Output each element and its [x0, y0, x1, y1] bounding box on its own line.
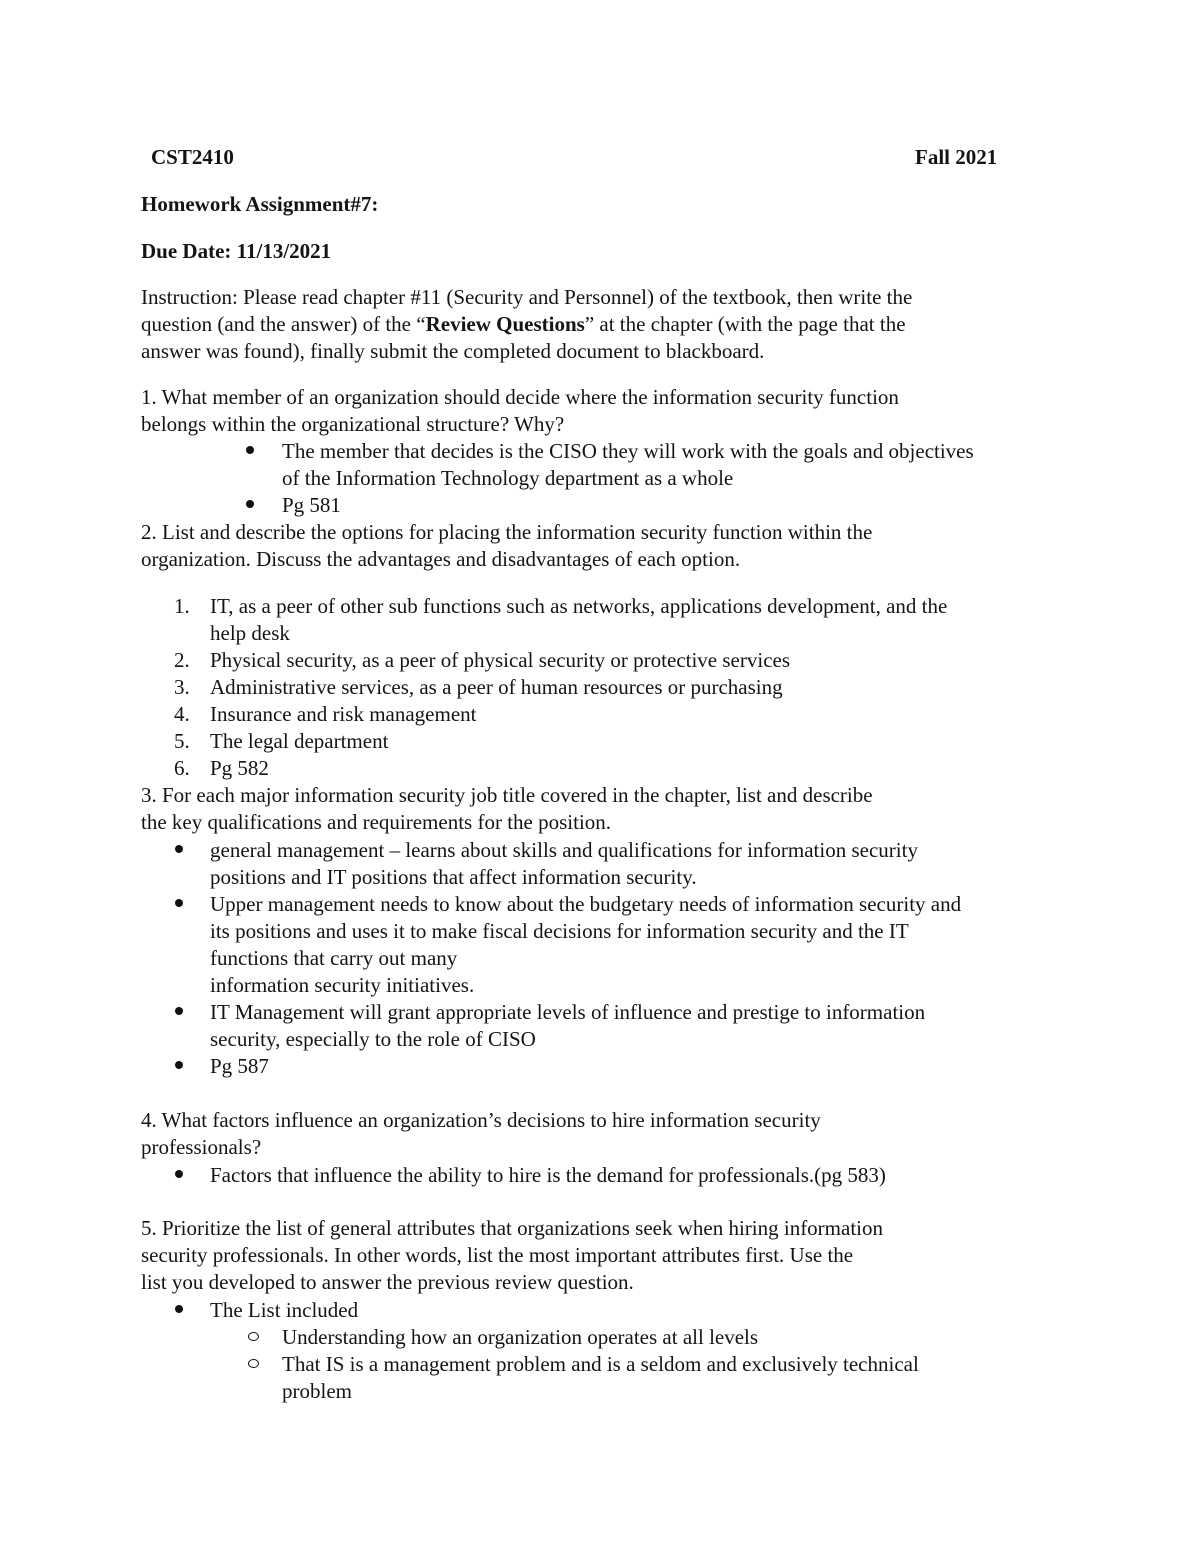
list-item: IT, as a peer of other sub functions such as networks, applications development, and the — [210, 594, 948, 618]
list-item: Pg 582 — [210, 756, 269, 780]
list-number: 4. — [174, 702, 190, 726]
question-3: 3. For each major information security job title covered in the chapter, list and describe — [141, 783, 873, 807]
answer-bullet: IT Management will grant appropriate levels of influence and prestige to information — [210, 1000, 926, 1024]
question-2: organization. Discuss the advantages and disadvantages of each option. — [141, 547, 741, 571]
answer-bullet: Pg 587 — [210, 1054, 269, 1078]
answer-bullet: of the Information Technology department as a whole — [282, 466, 734, 490]
bullet-icon — [175, 845, 183, 853]
answer-bullet: its positions and uses it to make fiscal decisions for information security and the IT — [210, 919, 909, 943]
list-number: 3. — [174, 675, 190, 699]
question-1: belongs within the organizational structure? Why? — [141, 412, 565, 436]
bullet-icon — [246, 446, 254, 454]
answer-bullet: general management – learns about skills and qualifications for information security — [210, 838, 918, 862]
sub-bullet: Understanding how an organization operates at all levels — [282, 1325, 759, 1349]
answer-bullet: The List included — [210, 1298, 359, 1322]
instruction-line: question (and the answer) of the “Review Questions” at the chapter (with the page that the — [141, 312, 906, 336]
question-5: 5. Prioritize the list of general attributes that organizations seek when hiring information — [141, 1216, 884, 1240]
review-questions-emphasis: Review Questions — [425, 312, 585, 336]
bullet-icon — [175, 1170, 183, 1178]
answer-bullet: security, especially to the role of CISO — [210, 1027, 536, 1051]
list-number: 6. — [174, 756, 190, 780]
question-2: 2. List and describe the options for placing the information security function within the — [141, 520, 873, 544]
list-item: Administrative services, as a peer of human resources or purchasing — [210, 675, 783, 699]
assignment-title: Homework Assignment#7: — [141, 192, 379, 216]
answer-bullet: Pg 581 — [282, 493, 341, 517]
question-5: list you developed to answer the previous review question. — [141, 1270, 634, 1294]
list-item: help desk — [210, 621, 290, 645]
list-item: Insurance and risk management — [210, 702, 477, 726]
due-date: Due Date: 11/13/2021 — [141, 239, 332, 263]
sub-bullet: That IS is a management problem and is a seldom and exclusively technical — [282, 1352, 919, 1376]
question-1: 1. What member of an organization should decide where the information security function — [141, 385, 899, 409]
list-number: 2. — [174, 648, 190, 672]
answer-bullet: Upper management needs to know about the budgetary needs of information security and — [210, 892, 962, 916]
instruction-line: answer was found), finally submit the completed document to blackboard. — [141, 339, 765, 363]
term: Fall 2021 — [915, 145, 998, 169]
list-item: The legal department — [210, 729, 389, 753]
answer-bullet: The member that decides is the CISO they will work with the goals and objectives — [282, 439, 974, 463]
answer-bullet: positions and IT positions that affect information security. — [210, 865, 697, 889]
bullet-icon — [175, 1007, 183, 1015]
list-item: Physical security, as a peer of physical security or protective services — [210, 648, 791, 672]
question-4: professionals? — [141, 1135, 262, 1159]
bullet-icon — [175, 1061, 183, 1069]
list-number: 5. — [174, 729, 190, 753]
instruction-line: Instruction: Please read chapter #11 (Security and Personnel) of the textbook, then write the — [141, 285, 913, 309]
answer-bullet: Factors that influence the ability to hire is the demand for professionals.(pg 583) — [210, 1163, 886, 1187]
question-5: security professionals. In other words, list the most important attributes first. Use the — [141, 1243, 854, 1267]
question-4: 4. What factors influence an organization’s decisions to hire information security — [141, 1108, 821, 1132]
sub-bullet: problem — [282, 1379, 352, 1403]
answer-bullet: functions that carry out many — [210, 946, 458, 970]
course-code: CST2410 — [151, 145, 234, 169]
bullet-icon — [175, 899, 183, 907]
list-number: 1. — [174, 594, 190, 618]
sub-bullet-icon — [248, 1332, 259, 1341]
bullet-icon — [175, 1305, 183, 1313]
answer-bullet: information security initiatives. — [210, 973, 475, 997]
sub-bullet-icon — [248, 1359, 259, 1368]
question-3: the key qualifications and requirements for the position. — [141, 810, 612, 834]
bullet-icon — [246, 500, 254, 508]
